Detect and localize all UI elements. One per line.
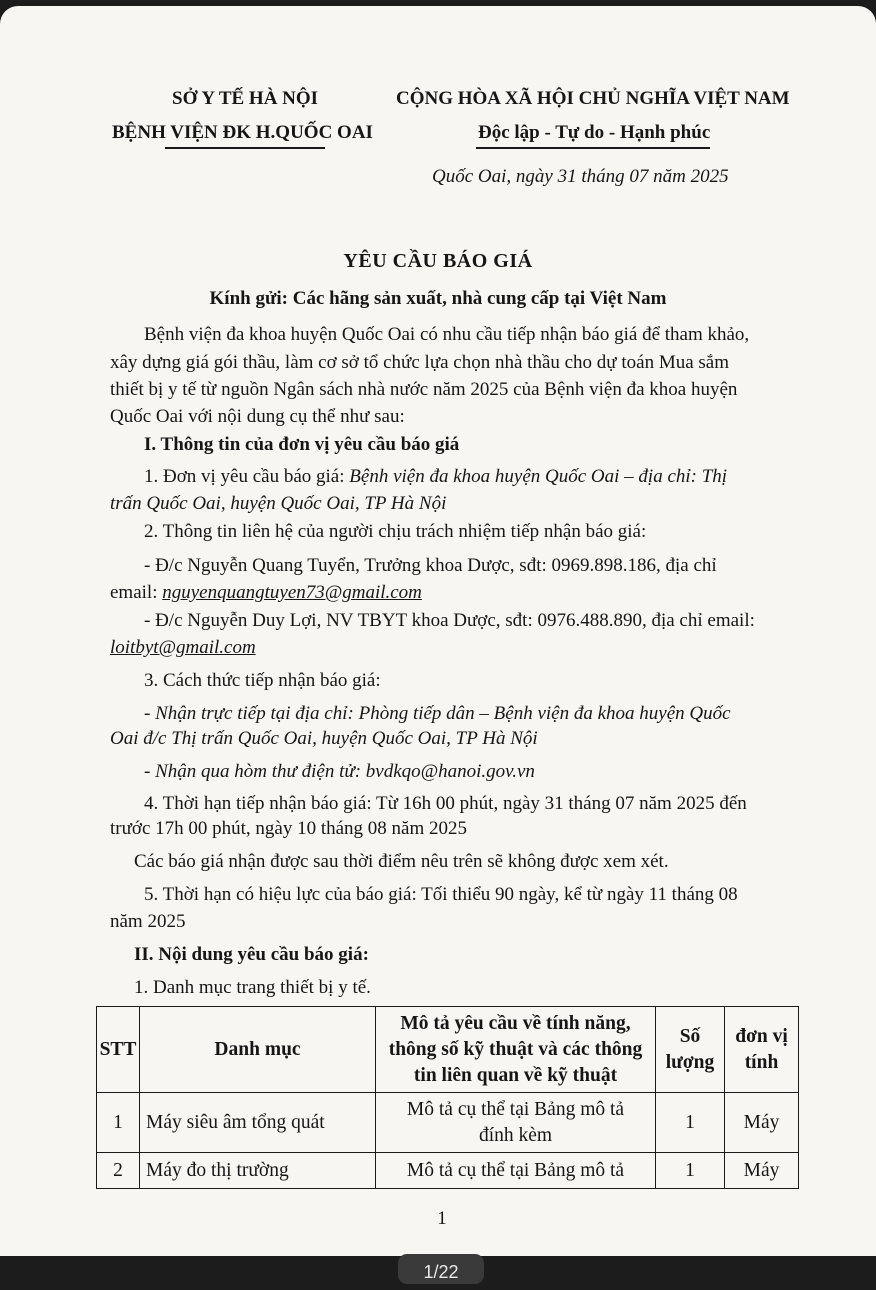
agency-name: SỞ Y TẾ HÀ NỘI xyxy=(172,88,319,109)
item-4: 4. Thời hạn tiếp nhận báo giá: Từ 16h 00 phút, ngày 31 tháng 07 năm 2025 đến xyxy=(144,793,747,814)
contact-1: - Đ/c Nguyễn Quang Tuyển, Trưởng khoa Dược, sđt: 0969.898.186, địa chỉ xyxy=(144,555,717,576)
col-desc-line: thông số kỹ thuật và các thông xyxy=(388,1038,643,1060)
viewer-page-indicator: 1/22 xyxy=(398,1254,484,1284)
document-date: Quốc Oai, ngày 31 tháng 07 năm 2025 xyxy=(432,166,729,187)
contact-2-email-link[interactable]: loitbyt@gmail.com xyxy=(110,637,256,658)
contact-2: - Đ/c Nguyễn Duy Lợi, NV TBYT khoa Dược, sđt: 0976.488.890, địa chỉ email: xyxy=(144,610,755,631)
contact-1-email-link[interactable]: nguyenquangtuyen73@gmail.com xyxy=(162,582,422,603)
item-1-value: Bệnh viện đa khoa huyện Quốc Oai – địa chỉ: Thị xyxy=(349,466,728,487)
section-heading: II. Nội dung yêu cầu báo giá: xyxy=(134,944,369,965)
row-qty: 1 xyxy=(656,1153,725,1189)
col-desc xyxy=(376,1007,656,1093)
intro-line: Quốc Oai với nội dung cụ thể như sau: xyxy=(110,406,405,427)
equipment-table xyxy=(96,1006,799,1189)
col-qty-line: lượng xyxy=(665,1051,715,1073)
col-unit-line: đơn vị xyxy=(735,1025,788,1047)
row-desc-line: Mô tả cụ thể tại Bảng mô tả xyxy=(406,1098,625,1120)
item-5: 5. Thời hạn có hiệu lực của báo giá: Tối thiểu 90 ngày, kể từ ngày 11 tháng 08 xyxy=(144,884,738,905)
section-heading: I. Thông tin của đơn vị yêu cầu báo giá xyxy=(144,434,460,455)
item-1 xyxy=(144,466,727,488)
table-header-row xyxy=(97,1007,799,1093)
col-stt: STT xyxy=(97,1007,140,1093)
motto-underline xyxy=(476,147,710,149)
item-1-label: 1. Đơn vị yêu cầu báo giá: xyxy=(144,466,350,487)
recipient-line: Kính gửi: Các hãng sản xuất, nhà cung cấp tại Việt Nam xyxy=(209,288,667,309)
col-qty xyxy=(656,1007,725,1093)
col-unit xyxy=(725,1007,799,1093)
row-unit: Máy xyxy=(725,1153,799,1189)
method-1-cont: Oai đ/c Thị trấn Quốc Oai, huyện Quốc Oai, TP Hà Nội xyxy=(110,728,538,749)
row-stt: 1 xyxy=(97,1093,140,1153)
item-4-cont: trước 17h 00 phút, ngày 10 tháng 08 năm 2025 xyxy=(110,818,468,839)
row-unit: Máy xyxy=(725,1093,799,1153)
col-name: Danh mục xyxy=(140,1007,376,1093)
page-number: 1 xyxy=(437,1208,447,1229)
national-motto: Độc lập - Tự do - Hạnh phúc xyxy=(478,122,711,143)
item-2: 2. Thông tin liên hệ của người chịu trách nhiệm tiếp nhận báo giá: xyxy=(144,521,647,542)
sub-heading: 1. Danh mục trang thiết bị y tế. xyxy=(134,977,371,998)
table-row xyxy=(97,1093,799,1153)
row-qty: 1 xyxy=(656,1093,725,1153)
intro-line: xây dựng giá gói thầu, làm cơ sở tổ chức lựa chọn nhà thầu cho dự toán Mua sắm xyxy=(110,352,730,373)
col-desc-line: Mô tả yêu cầu về tính năng, xyxy=(400,1012,631,1034)
row-desc-line: đính kèm xyxy=(478,1124,553,1146)
national-title: CỘNG HÒA XÃ HỘI CHỦ NGHĨA VIỆT NAM xyxy=(396,88,790,109)
intro-line: Bệnh viện đa khoa huyện Quốc Oai có nhu cầu tiếp nhận báo giá để tham khảo, xyxy=(144,324,750,345)
hospital-underline xyxy=(165,147,325,149)
row-desc: Mô tả cụ thể tại Bảng mô tả xyxy=(376,1153,656,1189)
col-qty-line: Số xyxy=(679,1025,701,1047)
row-name: Máy siêu âm tổng quát xyxy=(140,1093,376,1153)
method-1: - Nhận trực tiếp tại địa chỉ: Phòng tiếp dân – Bệnh viện đa khoa huyện Quốc xyxy=(144,703,731,724)
col-unit-line: tính xyxy=(744,1051,779,1073)
intro-line: thiết bị y tế từ nguồn Ngân sách nhà nước năm 2025 của Bệnh viện đa khoa huyện xyxy=(110,379,738,400)
email-label: email: xyxy=(110,582,163,603)
item-3: 3. Cách thức tiếp nhận báo giá: xyxy=(144,670,381,691)
document-title: YÊU CẦU BÁO GIÁ xyxy=(343,250,533,272)
contact-1-email-row xyxy=(110,582,422,604)
hospital-name: BỆNH VIỆN ĐK H.QUỐC OAI xyxy=(112,122,373,143)
row-stt: 2 xyxy=(97,1153,140,1189)
method-2: - Nhận qua hòm thư điện tử: bvdkqo@hanoi.gov.vn xyxy=(144,761,535,782)
col-desc-line: tin liên quan về kỹ thuật xyxy=(413,1064,618,1086)
table-row xyxy=(97,1153,799,1189)
row-name: Máy đo thị trường xyxy=(140,1153,376,1189)
item-5-cont: năm 2025 xyxy=(110,911,186,932)
late-note: Các báo giá nhận được sau thời điểm nêu trên sẽ không được xem xét. xyxy=(134,851,669,872)
row-desc xyxy=(376,1093,656,1153)
item-1-value-cont: trấn Quốc Oai, huyện Quốc Oai, TP Hà Nội xyxy=(110,493,447,514)
